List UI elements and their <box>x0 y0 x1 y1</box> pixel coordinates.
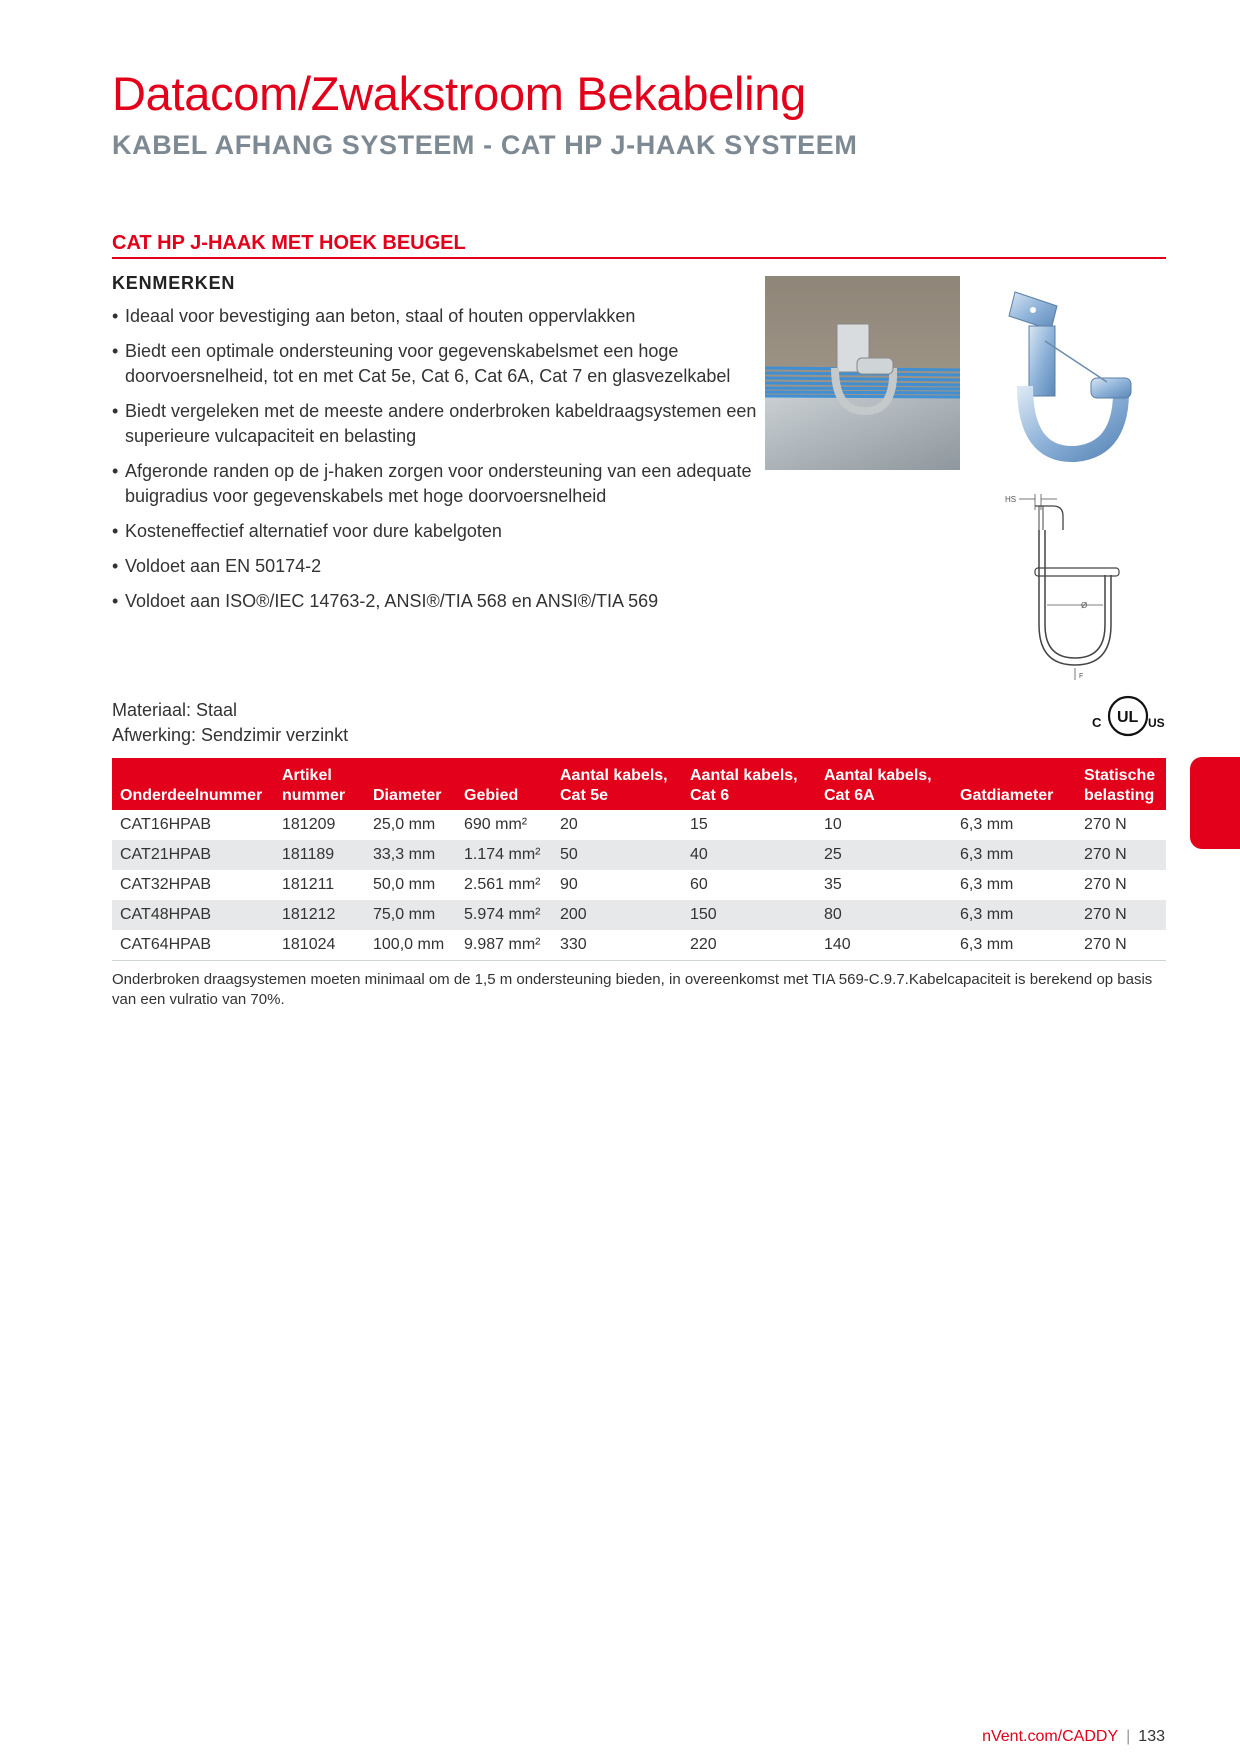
diameter-label: Ø <box>1081 601 1088 610</box>
table-footnote: Onderbroken draagsystemen moeten minimaal om de 1,5 m ondersteuning bieden, in overeenkomst met TIA 569-C.9.7.Kabelcapaciteit is berekend op basis van een vulratio van 70%. <box>112 971 1153 1008</box>
page-title: Datacom/Zwakstroom Bekabeling <box>112 67 806 120</box>
table-row: CAT16HPAB 181209 25,0 mm 690 mm² 20 15 10 6,3 mm 270 N <box>120 816 1127 833</box>
table-header-row <box>112 758 1166 810</box>
features-list <box>112 304 762 624</box>
footer-url[interactable]: nVent.com/CADDY <box>982 1728 1119 1745</box>
col-header: Aantal kabels, Cat 5e <box>552 758 682 810</box>
f-label: F <box>1079 673 1084 680</box>
table-row: CAT64HPAB 181024 100,0 mm 9.987 mm² 330 220 140 6,3 mm 270 N <box>112 930 1166 961</box>
feature-item: • Kosteneffectief alternatief voor dure kabelgoten <box>112 521 502 541</box>
feature-item: • Voldoet aan ISO®/IEC 14763-2, ANSI®/TIA 568 en ANSI®/TIA 569 <box>112 591 659 611</box>
col-header: Artikel nummer <box>274 758 365 810</box>
hs-label: HS <box>1005 495 1017 504</box>
col-header: Aantal kabels, Cat 6 <box>682 758 816 810</box>
feature-item: • Voldoet aan EN 50174-2 <box>112 556 322 576</box>
features-heading: KENMERKEN <box>112 273 236 293</box>
feature-item: • Afgeronde randen op de j-haken zorgen voor ondersteuning van een adequate buigradius voor gegevenskabels met hoge doorvoersnelheid <box>112 461 752 506</box>
product-image <box>995 286 1135 466</box>
finish-text: Afwerking: Sendzimir verzinkt <box>112 725 349 745</box>
page-footer <box>982 1728 1165 1746</box>
svg-text:UL: UL <box>1117 709 1139 726</box>
feature-item: • Ideaal voor bevestiging aan beton, staal of houten oppervlakken <box>112 306 636 326</box>
col-header: Aantal kabels, Cat 6A <box>816 758 952 810</box>
svg-text:US: US <box>1148 716 1165 730</box>
table-row: CAT48HPAB 181212 75,0 mm 5.974 mm² 200 150 80 6,3 mm 270 N <box>112 900 1166 930</box>
page-number: 133 <box>1138 1728 1165 1745</box>
col-header: Onderdeelnummer <box>112 758 274 810</box>
chapter-tab <box>1190 757 1240 849</box>
specifications-table <box>112 758 1166 961</box>
footer-separator: | <box>1126 1728 1131 1745</box>
feature-item: • Biedt een optimale ondersteuning voor gegevenskabelsmet een hoge doorvoersnelheid, tot en met Cat 5e, Cat 6, Cat 6A, Cat 7 en glasvezelkabel <box>112 341 731 386</box>
material-info <box>112 698 348 748</box>
table-row: CAT21HPAB 181189 33,3 mm 1.174 mm² 50 40 25 6,3 mm 270 N <box>112 840 1166 870</box>
feature-item: • Biedt vergeleken met de meeste andere onderbroken kabeldraagsystemen een superieure vulcapaciteit en belasting <box>112 401 757 446</box>
material-text: Materiaal: Staal <box>112 700 238 720</box>
installation-photo <box>765 276 960 470</box>
page-subtitle: KABEL AFHANG SYSTEEM - CAT HP J-HAAK SYSTEEM <box>112 130 858 160</box>
col-header: Statische belasting <box>1076 758 1166 810</box>
section-divider <box>112 257 1166 259</box>
table-row: CAT32HPAB 181211 50,0 mm 2.561 mm² 90 60 35 6,3 mm 270 N <box>120 876 1127 893</box>
col-header: Gatdiameter <box>952 758 1076 810</box>
technical-drawing <box>1005 490 1125 680</box>
section-title: CAT HP J-HAAK MET HOEK BEUGEL <box>112 232 466 254</box>
ul-certification-logo <box>1090 694 1168 738</box>
svg-text:C: C <box>1092 715 1102 730</box>
col-header: Gebied <box>456 758 552 810</box>
col-header: Diameter <box>365 758 456 810</box>
